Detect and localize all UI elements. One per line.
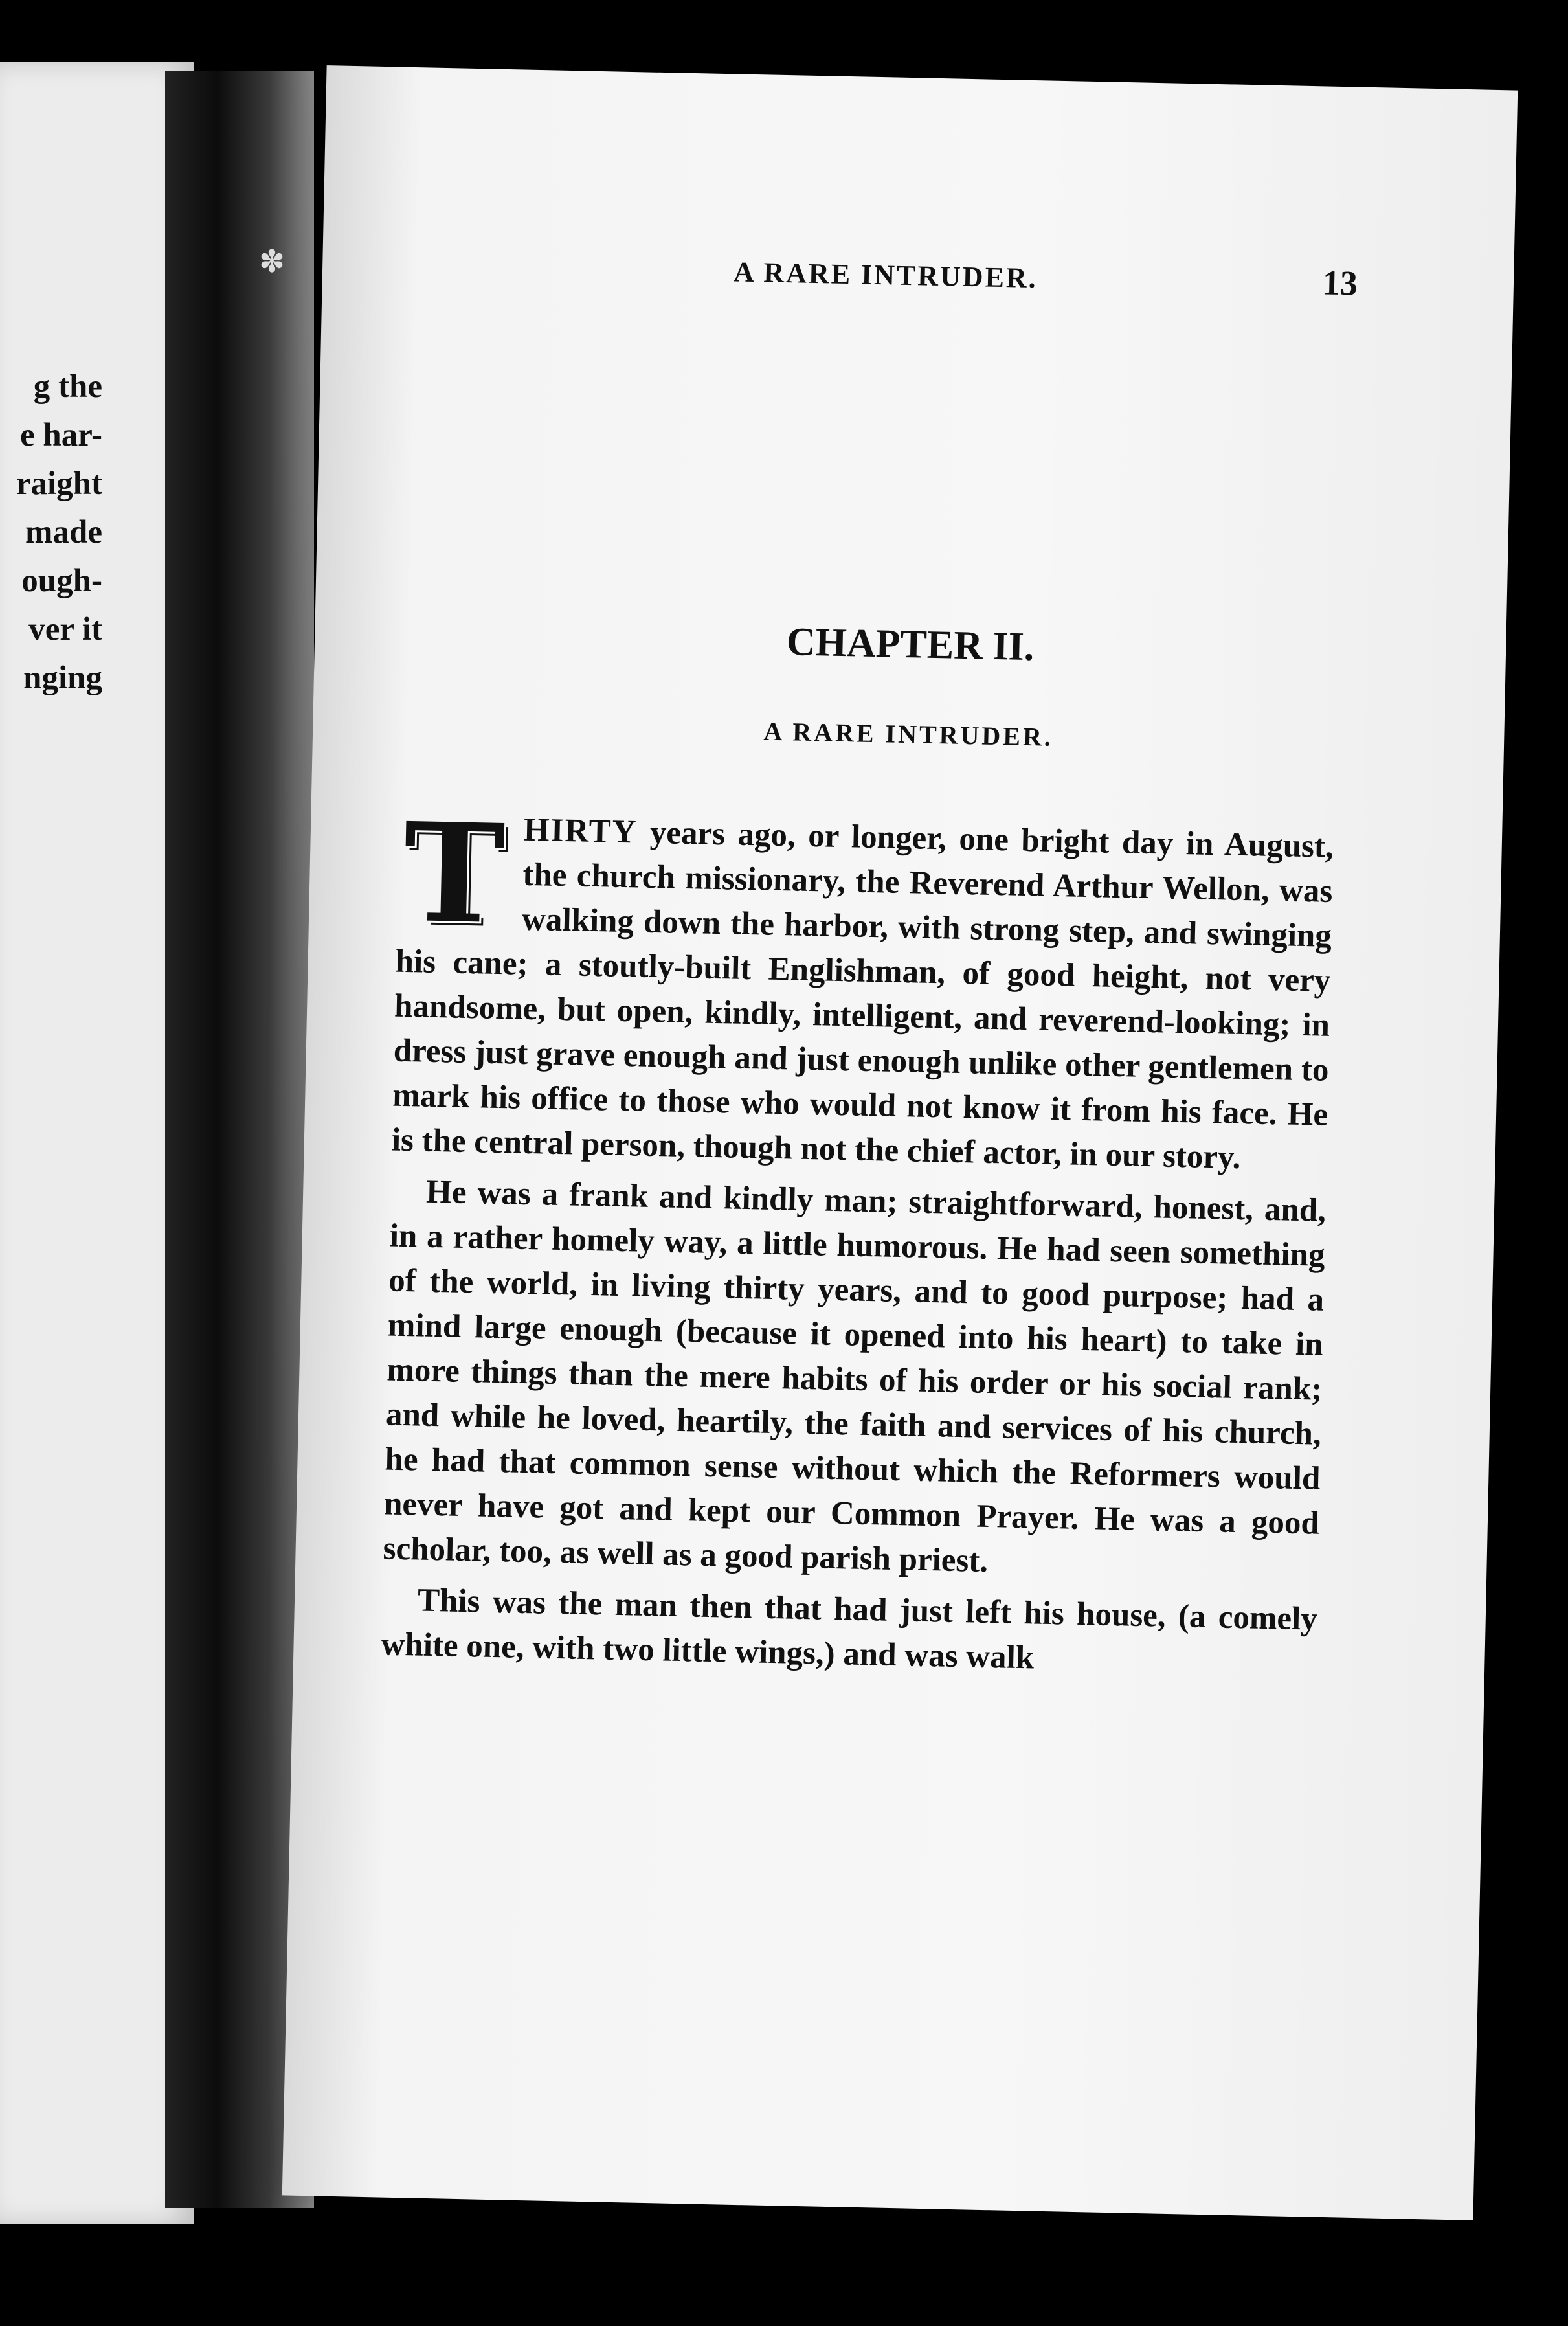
paragraph: He was a frank and kindly man; straightforward, honest, and, in a rather homely way, a little humorous. He had seen something of the world, in living thirty years, and to good purpose; had a mind large enough (because it opened into his heart) to take in more things than the mere habits of his order or his social rank; and while he loved, heartily, the faith and services of his church, he had that common sense without which the Reformers would never have got and kept our Common Prayer. He was a good scholar, too, as well as a good parish priest.	[383, 1173, 1327, 1579]
book-page	[282, 65, 1518, 2220]
chapter-subtitle: A RARE INTRUDER.	[763, 716, 1054, 752]
paragraph: This was the man then that had just left his house, (a comely white one, with two little wings,) and was walk	[381, 1582, 1318, 1677]
left-fragment: made	[25, 514, 102, 550]
left-fragment: nging	[23, 660, 102, 696]
paragraph-text: years ago, or longer, one bright day in August, the church missionary, the Reverend Arthur Wellon, was walking down the harbor, with strong step, and swinging his cane; a stoutly-built Englishman, of good height, not very handsome, but open, kindly, intelligent, and reverend-looking; in dress just grave enough and just enough unlike other gentlemen to mark his office to those who would not know it from his face. He is the central person, though not the chief actor, in our story.	[391, 814, 1334, 1177]
left-fragment: ver it	[28, 611, 102, 648]
drop-cap: T	[401, 792, 507, 955]
page-number: 13	[1322, 263, 1358, 303]
gutter-ornament-icon: ✽	[258, 245, 286, 279]
left-page-text-fragments	[5, 363, 102, 703]
running-head: A RARE INTRUDER.	[733, 256, 1038, 295]
chapter-body	[381, 792, 1334, 1693]
left-fragment: e har-	[20, 417, 102, 453]
left-fragment: raight	[16, 466, 102, 502]
paragraph	[391, 792, 1334, 1182]
left-fragment: ough-	[21, 563, 102, 599]
left-fragment: g the	[33, 368, 102, 405]
first-word: HIRTY	[523, 811, 638, 851]
chapter-title: CHAPTER II.	[786, 620, 1035, 670]
